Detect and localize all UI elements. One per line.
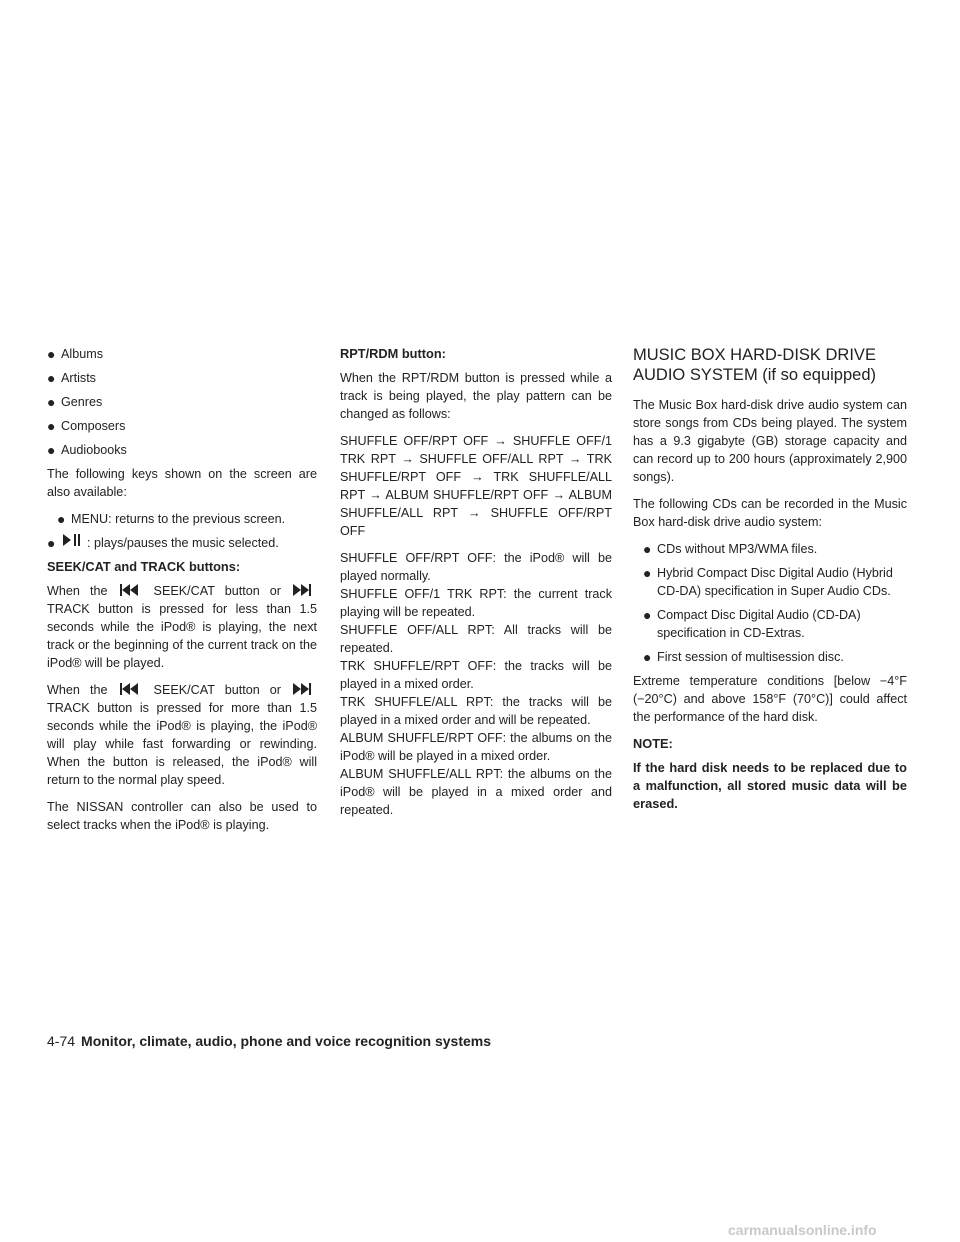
bullet-icon: ● [47,418,56,434]
rpt-sequence: SHUFFLE OFF/RPT OFF → SHUFFLE OFF/1 TRK RPT → SHUFFLE OFF/ALL RPT → TRK SHUFFLE/RPT OFF → TRK SHUFFLE/ALL RPT → ALBUM SHUFFLE/RPT OFF → ALBUM SHUFFLE/ALL RPT → SHUFFLE OFF/RPT OFF [340,434,612,538]
list-item: ● Hybrid Compact Disc Digital Audio (Hybrid CD-DA) specification in Super Audio CDs. [643,565,893,598]
play-pause-icon [61,534,87,546]
seek-paragraph-2: When the SEEK/CAT button or TRACK button is pressed for more than 1.5 seconds while the iPod® is playing, the iPod® will play while fast forwarding or rewinding. When the button is released, the iPod® will return to the normal play speed. [47,683,317,787]
page-footer [47,1033,491,1049]
music-box-paragraph-2: The following CDs can be recorded in the Music Box hard-disk drive audio system: [633,497,907,529]
skip-forward-icon [291,584,317,596]
bullet-icon: ● [47,442,56,458]
controller-paragraph: The NISSAN controller can also be used to select tracks when the iPod® is playing. [47,800,317,832]
skip-back-icon [118,683,144,695]
list-item: ● Artists [47,370,96,386]
music-box-paragraph-1: The Music Box hard-disk drive audio system can store songs from CDs being played. The system has a 9.3 gigabyte (GB) storage capacity and can record up to 200 hours (approximately 2,900 songs). [633,398,907,484]
bullet-icon: ● [57,511,66,527]
bullet-icon: ● [47,346,56,362]
column-3 [633,345,907,819]
column-2 [340,345,612,819]
bullet-icon: ● [643,541,652,557]
mode-item: SHUFFLE OFF/ALL RPT: All tracks will be repeated. [340,623,612,655]
chapter-title: Monitor, climate, audio, phone and voice recognition systems [81,1033,491,1049]
list-item: ● MENU: returns to the previous screen. [57,511,286,527]
bullet-icon: ● [47,370,56,386]
list-item: ● Albums [47,346,103,362]
mode-item: SHUFFLE OFF/RPT OFF: the iPod® will be played normally. [340,551,612,583]
seek-track-heading: SEEK/CAT and TRACK buttons: [47,559,241,574]
list-item: ● : plays/pauses the music selected. [47,535,279,551]
list-item: ● Composers [47,418,126,434]
bullet-icon: ● [643,565,652,581]
skip-back-icon [118,584,144,596]
mode-item: SHUFFLE OFF/1 TRK RPT: the current track playing will be repeated. [340,587,612,619]
bullet-icon: ● [643,607,652,623]
list-item: ● CDs without MP3/WMA files. [643,541,818,557]
list-item: ● Audiobooks [47,442,127,458]
mode-item: TRK SHUFFLE/ALL RPT: the tracks will be played in a mixed order and will be repeated. [340,695,612,727]
rpt-intro: When the RPT/RDM button is pressed while a track is being played, the play pattern can be changed as follows: [340,371,612,421]
page-number: 4-74 [47,1033,76,1049]
note-text: If the hard disk needs to be replaced due to a malfunction, all stored music data will be erased. [633,760,907,811]
rpt-rdm-heading: RPT/RDM button: [340,346,446,361]
skip-forward-icon [291,683,317,695]
list-item: ● Compact Disc Digital Audio (CD-DA) specification in CD-Extras. [643,607,861,640]
note-label: NOTE: [633,736,673,751]
column-1 [47,345,317,843]
temperature-paragraph: Extreme temperature conditions [below −4°F (−20°C) and above 158°F (70°C)] could affect the performance of the hard disk. [633,674,907,724]
watermark: carmanualsonline.info [728,1222,877,1238]
keys-intro: The following keys shown on the screen are also available: [47,467,317,499]
bullet-icon: ● [643,649,652,665]
mode-item: ALBUM SHUFFLE/ALL RPT: the albums on the iPod® will be played in a mixed order and repeated. [340,767,612,817]
mode-item: ALBUM SHUFFLE/RPT OFF: the albums on the iPod® will be played in a mixed order. [340,731,612,763]
list-item: ● First session of multisession disc. [643,649,844,665]
mode-item: TRK SHUFFLE/RPT OFF: the tracks will be played in a mixed order. [340,659,612,691]
bullet-icon: ● [47,535,56,551]
list-item: ● Genres [47,394,103,410]
bullet-icon: ● [47,394,56,410]
seek-paragraph-1: When the SEEK/CAT button or TRACK button is pressed for less than 1.5 seconds while the iPod® is playing, the next track or the beginning of the current track on the iPod® will be played. [47,584,317,670]
section-title: MUSIC BOX HARD-DISK DRIVE AUDIO SYSTEM (if so equipped) [633,346,877,384]
mode-list [340,549,612,819]
